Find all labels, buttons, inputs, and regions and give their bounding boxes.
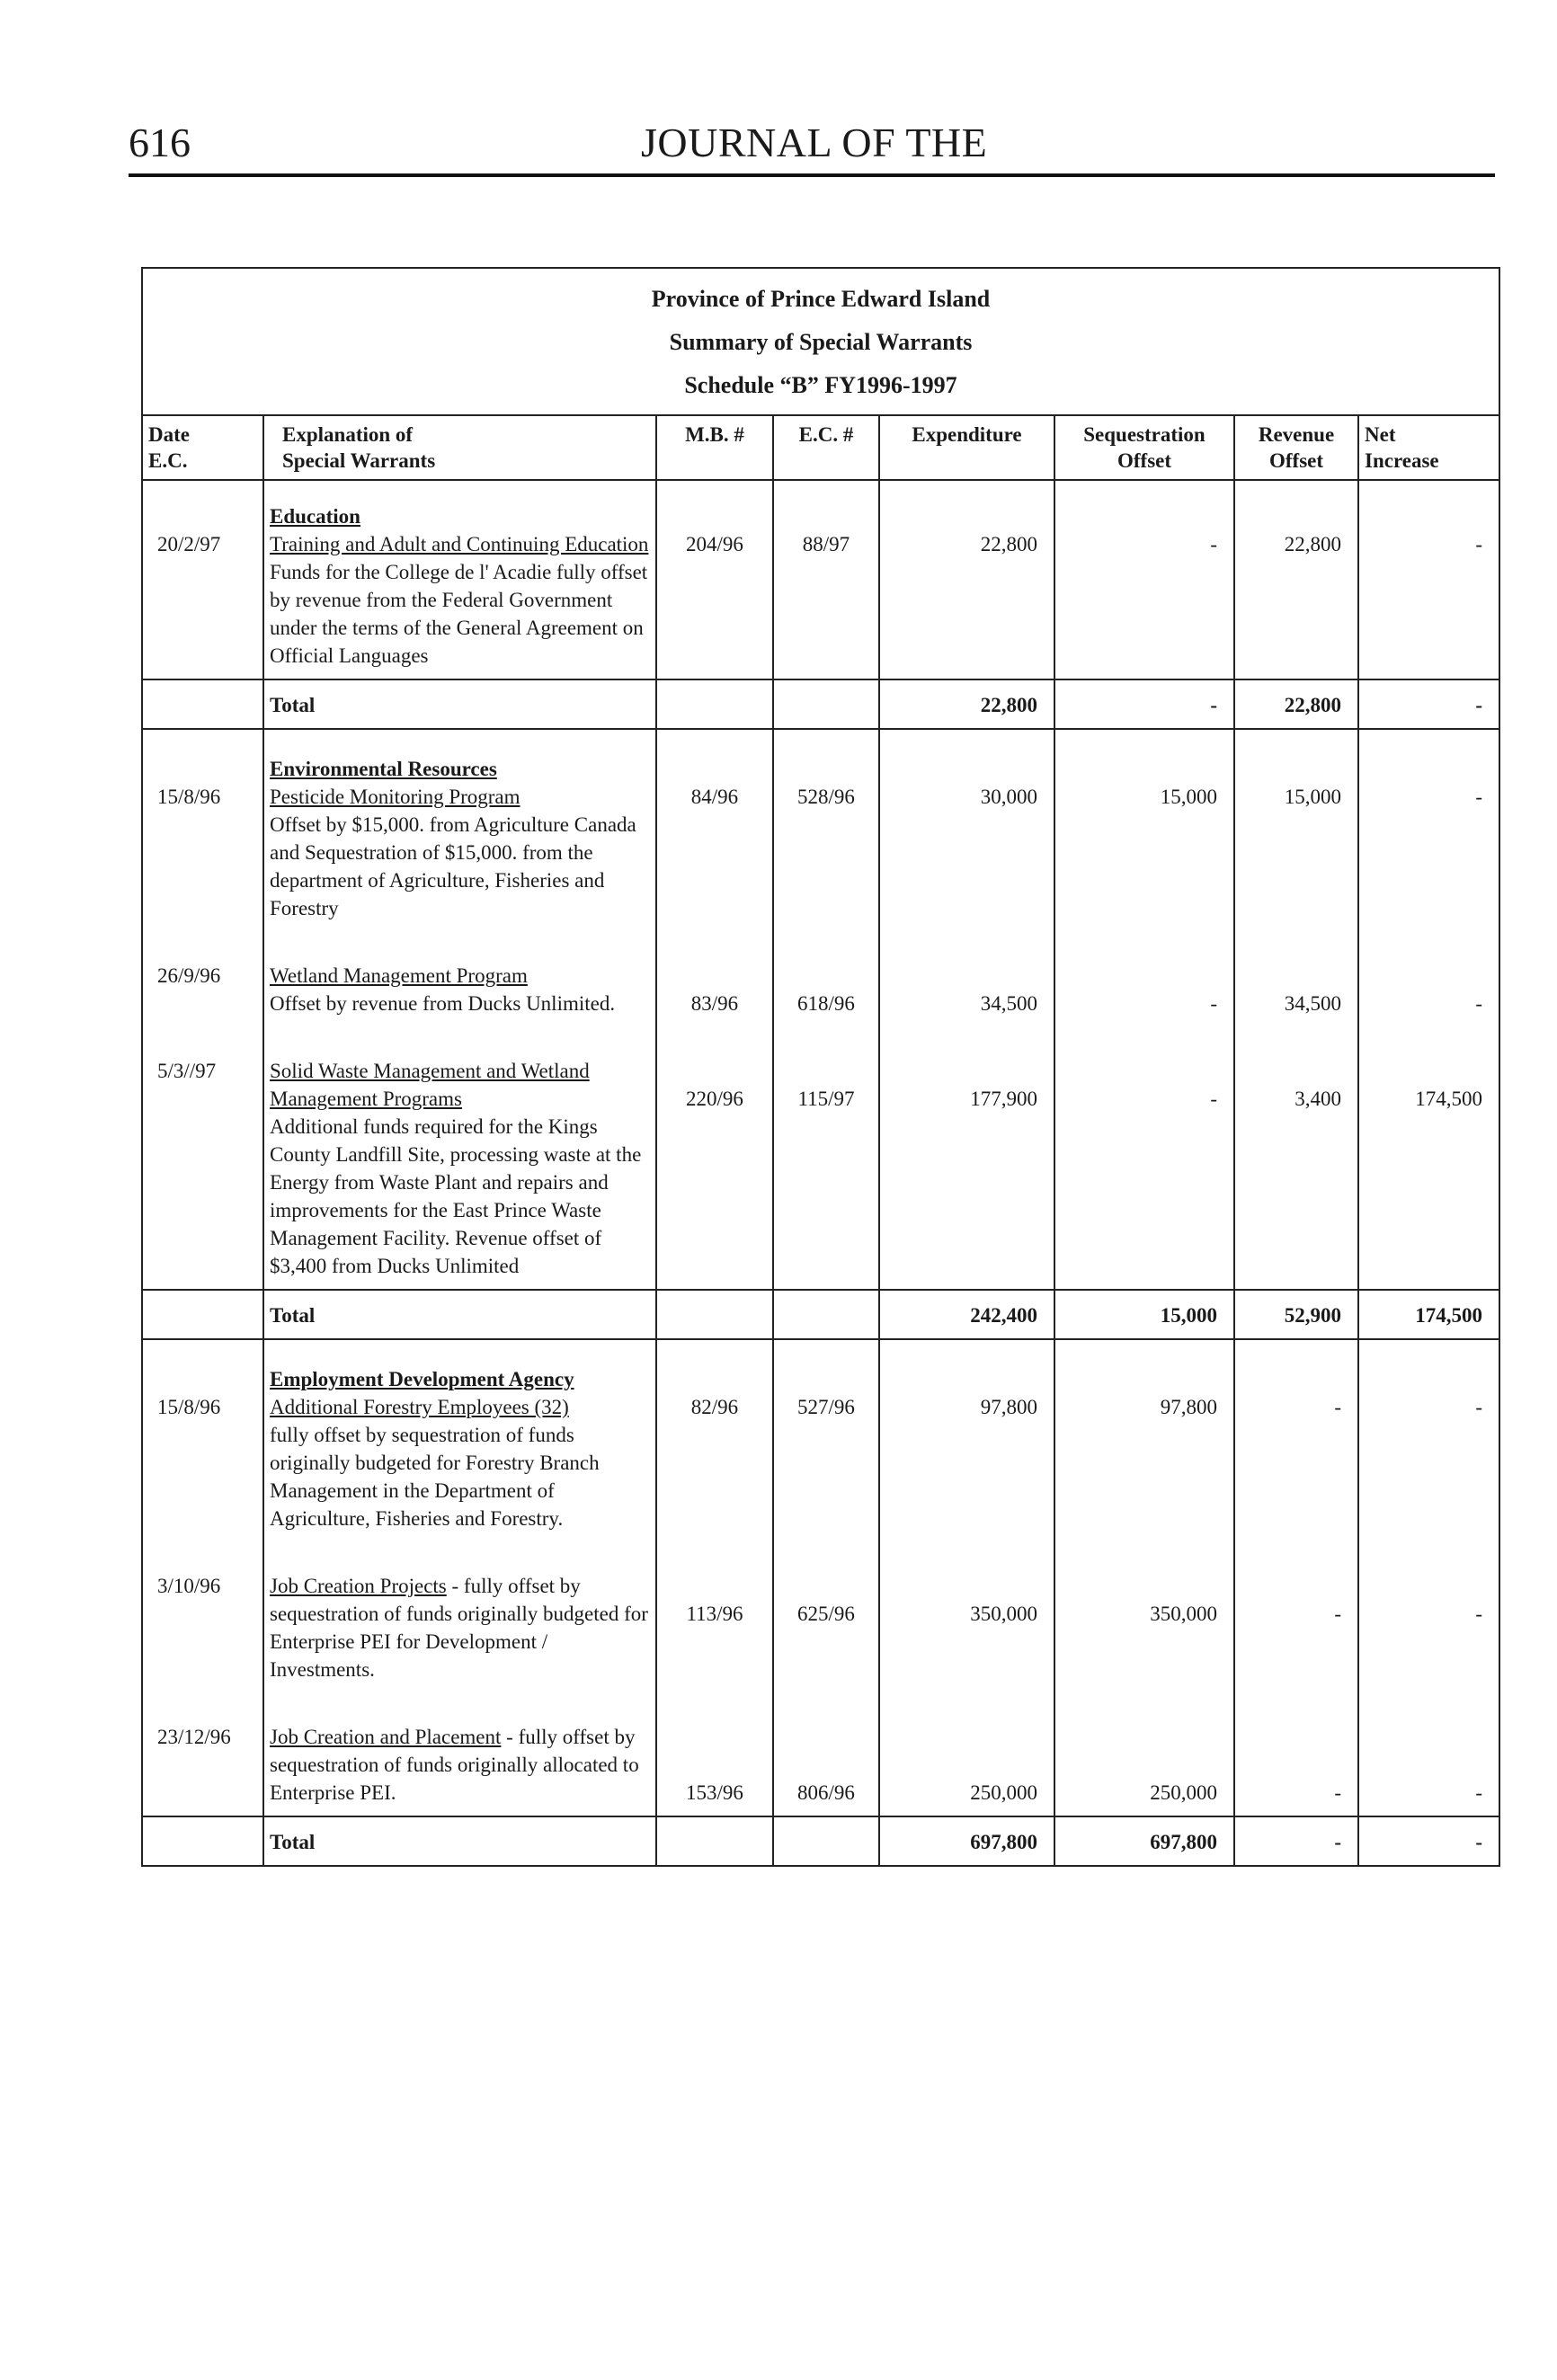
section-heading: Environmental Resources [270, 758, 497, 780]
column-header-row [142, 415, 1499, 480]
row-date: 5/3//97 [142, 1026, 263, 1290]
page-header [129, 110, 1495, 167]
row-net: - [1358, 1541, 1499, 1692]
total-row [142, 1290, 1499, 1339]
total-revenue: 22,800 [1234, 679, 1358, 729]
table-row [142, 1360, 1499, 1541]
row-ec: 527/96 [773, 1360, 879, 1541]
row-revenue: - [1234, 1360, 1358, 1541]
row-revenue: - [1234, 1692, 1358, 1816]
section-spacer [142, 729, 1499, 750]
total-label: Total [263, 679, 656, 729]
total-net: 174,500 [1358, 1290, 1499, 1339]
row-date: 15/8/96 [142, 750, 263, 931]
col-header-date: Date E.C. [142, 415, 263, 480]
total-sequestration: 697,800 [1054, 1816, 1234, 1866]
item-description: fully offset by sequestration of funds originally budgeted for Forestry Branch Management in the Department of Agriculture, Fisheries and Forestry. [270, 1424, 600, 1530]
col-header-expenditure: Expenditure [879, 415, 1054, 480]
row-explanation [263, 1541, 656, 1692]
row-revenue: 22,800 [1234, 480, 1358, 679]
total-expenditure: 22,800 [879, 679, 1054, 729]
row-sequestration: 15,000 [1054, 750, 1234, 931]
section-heading: Employment Development Agency [270, 1368, 574, 1390]
row-ec: 88/97 [773, 480, 879, 679]
row-sequestration: - [1054, 480, 1234, 679]
row-date: 15/8/96 [142, 1360, 263, 1541]
row-mb: 113/96 [656, 1541, 773, 1692]
table-row [142, 1541, 1499, 1692]
row-expenditure: 22,800 [879, 480, 1054, 679]
journal-title: JOURNAL OF THE [641, 120, 988, 165]
item-title: Solid Waste Management and Wetland Management Programs [270, 1060, 590, 1110]
schedule-title-line2: Summary of Special Warrants [669, 329, 973, 355]
table-row [142, 750, 1499, 931]
row-explanation [263, 480, 656, 679]
row-expenditure: 250,000 [879, 1692, 1054, 1816]
item-description: Additional funds required for the Kings County Landfill Site, processing waste at the Energy from Waste Plant and repairs and improvements for the East Prince Waste Management Facility. Revenue offset of $3,400 from Ducks Unlimited [270, 1115, 642, 1277]
schedule-title [142, 268, 1499, 415]
row-expenditure: 350,000 [879, 1541, 1054, 1692]
total-expenditure: 697,800 [879, 1816, 1054, 1866]
item-title: Job Creation Projects [270, 1575, 447, 1597]
row-sequestration: 350,000 [1054, 1541, 1234, 1692]
row-ec: 806/96 [773, 1692, 879, 1816]
row-sequestration: - [1054, 1026, 1234, 1290]
row-sequestration: 97,800 [1054, 1360, 1234, 1541]
item-title: Training and Adult and Continuing Education [270, 533, 649, 555]
row-date: 20/2/97 [142, 480, 263, 679]
row-ec: 528/96 [773, 750, 879, 931]
item-description: - fully offset by sequestration of funds originally budgeted for Enterprise PEI for Development / Investments. [270, 1575, 648, 1681]
item-title: Wetland Management Program [270, 964, 528, 987]
row-revenue: 15,000 [1234, 750, 1358, 931]
table-row [142, 1026, 1499, 1290]
total-row [142, 1816, 1499, 1866]
row-date: 3/10/96 [142, 1541, 263, 1692]
row-ec: 625/96 [773, 1541, 879, 1692]
row-expenditure: 97,800 [879, 1360, 1054, 1541]
total-label: Total [263, 1290, 656, 1339]
row-revenue: 34,500 [1234, 931, 1358, 1026]
total-net: - [1358, 679, 1499, 729]
schedule-title-row [142, 268, 1499, 415]
total-sequestration: - [1054, 679, 1234, 729]
col-header-mb: M.B. # [656, 415, 773, 480]
row-date: 26/9/96 [142, 931, 263, 1026]
schedule-title-line1: Province of Prince Edward Island [651, 286, 991, 312]
row-sequestration: 250,000 [1054, 1692, 1234, 1816]
col-header-net: Net Increase [1358, 415, 1499, 480]
item-title: Pesticide Monitoring Program [270, 786, 520, 808]
item-title: Job Creation and Placement [270, 1726, 502, 1748]
table-row [142, 1692, 1499, 1816]
item-explanation-text [270, 1572, 650, 1683]
row-explanation [263, 1026, 656, 1290]
row-expenditure: 34,500 [879, 931, 1054, 1026]
row-mb: 204/96 [656, 480, 773, 679]
col-header-ec: E.C. # [773, 415, 879, 480]
row-explanation [263, 931, 656, 1026]
row-mb: 84/96 [656, 750, 773, 931]
row-net: - [1358, 931, 1499, 1026]
col-header-sequestration: Sequestration Offset [1054, 415, 1234, 480]
row-ec: 115/97 [773, 1026, 879, 1290]
total-sequestration: 15,000 [1054, 1290, 1234, 1339]
table-row [142, 480, 1499, 679]
total-revenue: - [1234, 1816, 1358, 1866]
total-revenue: 52,900 [1234, 1290, 1358, 1339]
row-mb: 82/96 [656, 1360, 773, 1541]
row-mb: 220/96 [656, 1026, 773, 1290]
item-description: - fully offset by sequestration of funds originally allocated to Enterprise PEI. [270, 1726, 639, 1804]
row-date: 23/12/96 [142, 1692, 263, 1816]
special-warrants-table [141, 267, 1500, 1867]
row-explanation [263, 1692, 656, 1816]
schedule-title-line3: Schedule “B” FY1996-1997 [684, 372, 957, 398]
page-number: 616 [129, 120, 191, 165]
row-net: 174,500 [1358, 1026, 1499, 1290]
row-net: - [1358, 750, 1499, 931]
col-header-explanation: Explanation of Special Warrants [263, 415, 656, 480]
total-expenditure: 242,400 [879, 1290, 1054, 1339]
section-heading: Education [270, 505, 360, 528]
row-explanation [263, 750, 656, 931]
section-spacer [142, 1339, 1499, 1360]
total-label: Total [263, 1816, 656, 1866]
row-expenditure: 30,000 [879, 750, 1054, 931]
row-revenue: - [1234, 1541, 1358, 1692]
total-row [142, 679, 1499, 729]
item-description: Funds for the College de l' Acadie fully offset by revenue from the Federal Government under the terms of the General Agreement on Official Languages [270, 561, 648, 667]
header-rule [129, 173, 1495, 177]
total-net: - [1358, 1816, 1499, 1866]
table-row [142, 931, 1499, 1026]
row-ec: 618/96 [773, 931, 879, 1026]
row-revenue: 3,400 [1234, 1026, 1358, 1290]
col-header-revenue: Revenue Offset [1234, 415, 1358, 480]
row-expenditure: 177,900 [879, 1026, 1054, 1290]
item-description: Offset by revenue from Ducks Unlimited. [270, 992, 616, 1015]
row-mb: 83/96 [656, 931, 773, 1026]
row-net: - [1358, 1692, 1499, 1816]
row-net: - [1358, 480, 1499, 679]
item-title: Additional Forestry Employees (32) [270, 1396, 569, 1418]
row-mb: 153/96 [656, 1692, 773, 1816]
row-sequestration: - [1054, 931, 1234, 1026]
item-explanation-text [270, 1723, 650, 1807]
row-net: - [1358, 1360, 1499, 1541]
row-explanation [263, 1360, 656, 1541]
item-description: Offset by $15,000. from Agriculture Canada and Sequestration of $15,000. from the department of Agriculture, Fisheries and Forestry [270, 813, 636, 919]
